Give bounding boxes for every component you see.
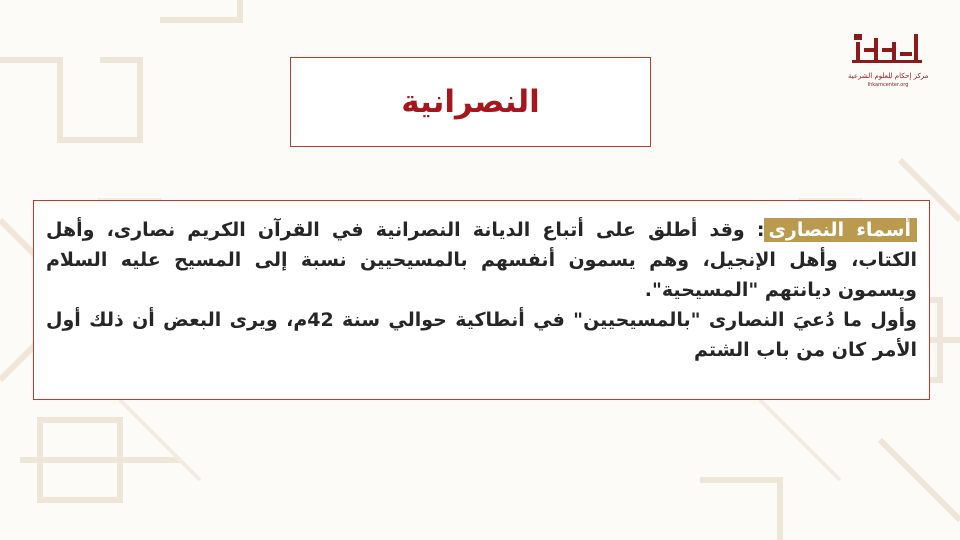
term-highlight: أسماء النصارى [764, 218, 917, 242]
ihkam-logo-icon [852, 30, 924, 66]
paragraph-2: وأول ما دُعيَ النصارى "بالمسيحيين" في أنطاكية حوالي سنة 42م، ويرى البعض أن ذلك أول الأمر كان من باب الشتم [46, 309, 917, 361]
logo-subtagline: Ihkamcenter.org [867, 82, 909, 88]
content-box [33, 200, 930, 400]
logo-tagline: مركز إحكام للعلوم الشرعية [848, 72, 929, 80]
title-box [290, 57, 651, 147]
slide-title: النصرانية [401, 84, 540, 120]
paragraph-1 [46, 215, 917, 305]
paragraph-1-text: : وقد أطلق على أتباع الديانة النصرانية في القرآن الكريم نصارى، وأهل الكتاب، وأهل الإنجيل، وهم يسمون أنفسهم بالمسيحيين نسبة إلى المسيح عليه السلام ويسمون ديانتهم "المسيحية". [46, 219, 917, 301]
brand-logo [848, 24, 928, 94]
